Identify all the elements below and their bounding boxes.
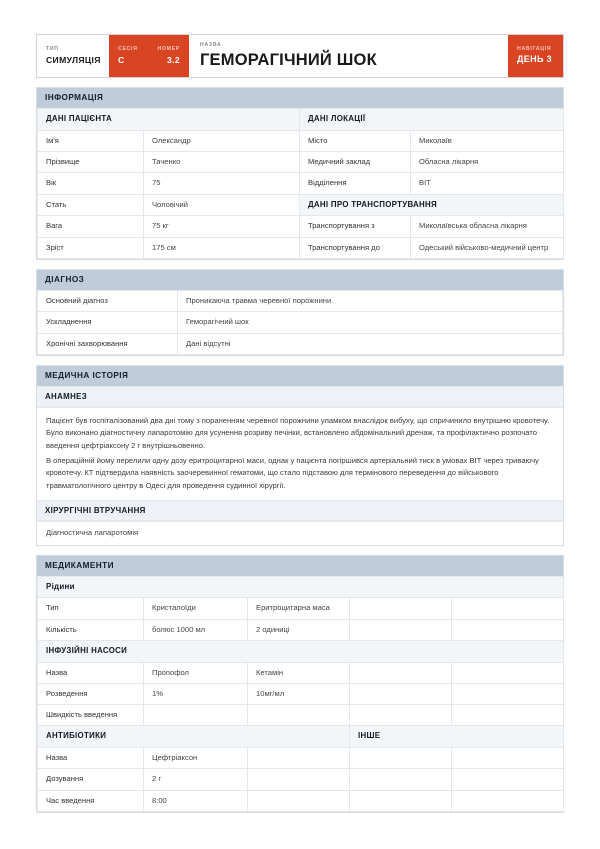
patient-age-value: 75 xyxy=(144,173,300,194)
header-session-value: C xyxy=(118,54,125,65)
complication-value: Геморагічний шок xyxy=(178,312,563,333)
table-row xyxy=(38,312,563,333)
fluids-type-value-2: Еритроцитарна маса xyxy=(248,598,350,619)
section-medications xyxy=(36,555,564,813)
anamnesis-text xyxy=(37,407,563,500)
patient-surname-value: Таченко xyxy=(144,152,300,173)
fluids-type-value-4 xyxy=(452,598,564,619)
antibiotics-heading: АНТИБІОТИКИ xyxy=(38,726,350,748)
surgical-interventions-heading: ХІРУРГІЧНІ ВТРУЧАННЯ xyxy=(37,500,563,521)
section-medications-band: МЕДИКАМЕНТИ xyxy=(37,555,563,576)
pumps-name-value-3 xyxy=(350,662,452,683)
primary-diagnosis-label: Основний діагноз xyxy=(38,291,178,312)
table-row xyxy=(38,216,564,237)
header-number-value: 3.2 xyxy=(167,54,180,65)
pumps-name-value-4 xyxy=(452,662,564,683)
patient-name-label: Ім'я xyxy=(38,130,144,151)
patient-name-value: Олександр xyxy=(144,130,300,151)
table-row xyxy=(38,769,564,790)
infusion-pumps-heading: ІНФУЗІЙНІ НАСОСИ xyxy=(38,640,564,662)
table-row xyxy=(38,152,564,173)
chronic-conditions-label: Хронічні захворювання xyxy=(38,333,178,354)
pumps-rate-value-2 xyxy=(248,705,350,726)
table-row xyxy=(38,748,564,769)
header-session-block xyxy=(109,35,143,77)
pumps-rate-value-4 xyxy=(452,705,564,726)
pumps-rate-value-1 xyxy=(144,705,248,726)
header-navigation-value: ДЕНЬ 3 xyxy=(517,54,552,65)
pumps-rate-value-3 xyxy=(350,705,452,726)
pumps-name-value-1: Пропофол xyxy=(144,662,248,683)
transport-from-value: Миколаївська обласна лікарня xyxy=(411,216,564,237)
pumps-dilution-value-2: 10мг/мл xyxy=(248,683,350,704)
other-dose-value-1 xyxy=(350,769,452,790)
transport-data-heading: ДАНІ ПРО ТРАНСПОРТУВАННЯ xyxy=(300,194,564,216)
antibiotics-dose-extra xyxy=(248,769,350,790)
table-row xyxy=(38,683,564,704)
medications-table xyxy=(37,576,564,812)
pumps-name-value-2: Кетамін xyxy=(248,662,350,683)
location-department-label: Відділення xyxy=(300,173,411,194)
section-medical-history xyxy=(36,365,564,546)
other-dose-value-2 xyxy=(452,769,564,790)
location-data-heading: ДАНІ ЛОКАЦІЇ xyxy=(300,109,564,131)
other-name-value-1 xyxy=(350,748,452,769)
header-navigation-kicker: НАВІГАЦІЯ xyxy=(517,45,552,52)
document-header xyxy=(36,34,564,78)
table-row xyxy=(38,333,563,354)
section-diagnosis xyxy=(36,269,564,356)
table-row xyxy=(38,790,564,811)
antibiotics-name-extra xyxy=(248,748,350,769)
anamnesis-paragraph-2: В операційній йому перелили одну дозу еритроцитарної маси, однак у пацієнта погіршився артеріальний тиск в умовах ВІТ через триваючу кровотечу. КТ підтвердила наявність заочеревинної гематоми, що стало підставою для термінового переведення до військового травматологічного центру в Одесі для проведення судинної хірургії. xyxy=(46,455,539,490)
header-title-block xyxy=(189,35,508,77)
surgical-interventions-value: Діагностична лапаротомія xyxy=(37,521,563,545)
primary-diagnosis-value: Проникаюча травма черевної порожнини xyxy=(178,291,563,312)
header-number-kicker: НОМЕР xyxy=(157,45,180,52)
header-title-kicker: НАЗВА xyxy=(200,41,222,48)
location-facility-value: Обласна лікарня xyxy=(411,152,564,173)
table-row xyxy=(38,109,564,131)
section-diagnosis-band: ДІАГНОЗ xyxy=(37,269,563,290)
header-session-kicker: СЕСІЯ xyxy=(118,45,138,52)
fluids-amount-value-2: 2 одиниці xyxy=(248,619,350,640)
header-type-value: СИМУЛЯЦІЯ xyxy=(46,54,101,65)
fluids-type-value-1: Кристалоїди xyxy=(144,598,248,619)
antibiotics-time-value: 8:00 xyxy=(144,790,248,811)
section-information xyxy=(36,87,564,260)
header-type-block xyxy=(37,35,109,77)
table-row xyxy=(38,173,564,194)
other-time-value-2 xyxy=(452,790,564,811)
anamnesis-paragraph-1: Пацієнт був госпіталізований два дні тому з пораненням черевної порожнини уламком внаслідок вибуху, що спричинило внутрішню кровотечу. Було виконано діагностичну лапаротомію для усунення розриву печінки, встановлено абдомінальний дренаж, та профілактично розпочато введення цефтріаксону 2 г внутрішньовенно. xyxy=(46,416,550,450)
table-row xyxy=(38,662,564,683)
table-row xyxy=(38,237,564,258)
antibiotics-dose-label: Дозування xyxy=(38,769,144,790)
chronic-conditions-value: Дані відсутні xyxy=(178,333,563,354)
pumps-name-label: Назва xyxy=(38,662,144,683)
antibiotics-name-value: Цефтріаксон xyxy=(144,748,248,769)
table-row xyxy=(38,640,564,662)
fluids-type-value-3 xyxy=(350,598,452,619)
table-row xyxy=(38,598,564,619)
antibiotics-dose-value: 2 г xyxy=(144,769,248,790)
complication-label: Ускладнення xyxy=(38,312,178,333)
patient-height-label: Зріст xyxy=(38,237,144,258)
other-heading: ІНШЕ xyxy=(350,726,564,748)
diagnosis-table xyxy=(37,290,563,355)
header-number-block xyxy=(143,35,189,77)
location-city-label: Місто xyxy=(300,130,411,151)
pumps-dilution-value-1: 1% xyxy=(144,683,248,704)
location-facility-label: Медичний заклад xyxy=(300,152,411,173)
fluids-heading: Рідини xyxy=(38,576,564,598)
other-name-value-2 xyxy=(452,748,564,769)
fluids-type-label: Тип xyxy=(38,598,144,619)
section-information-band: ІНФОРМАЦІЯ xyxy=(37,87,563,108)
patient-sex-value: Чоловічий xyxy=(144,194,300,216)
section-medical-history-band: МЕДИЧНА ІСТОРІЯ xyxy=(37,365,563,386)
antibiotics-time-label: Час введення xyxy=(38,790,144,811)
header-navigation-block[interactable] xyxy=(508,35,563,77)
patient-weight-label: Вага xyxy=(38,216,144,237)
antibiotics-name-label: Назва xyxy=(38,748,144,769)
patient-weight-value: 75 кг xyxy=(144,216,300,237)
other-time-value-1 xyxy=(350,790,452,811)
table-row xyxy=(38,726,564,748)
information-table xyxy=(37,108,564,259)
pumps-dilution-value-3 xyxy=(350,683,452,704)
patient-data-heading: ДАНІ ПАЦІЄНТА xyxy=(38,109,300,131)
fluids-amount-label: Кількість xyxy=(38,619,144,640)
location-department-value: ВІТ xyxy=(411,173,564,194)
table-row xyxy=(38,619,564,640)
table-row xyxy=(38,130,564,151)
pumps-dilution-label: Розведення xyxy=(38,683,144,704)
table-row xyxy=(38,291,563,312)
table-row xyxy=(38,705,564,726)
table-row xyxy=(38,576,564,598)
table-row xyxy=(38,194,564,216)
transport-from-label: Транспортування з xyxy=(300,216,411,237)
patient-age-label: Вік xyxy=(38,173,144,194)
page-title: ГЕМОРАГІЧНИЙ ШОК xyxy=(200,51,377,70)
fluids-amount-value-4 xyxy=(452,619,564,640)
header-accent-block xyxy=(109,35,189,77)
pumps-rate-label: Швидкість введення xyxy=(38,705,144,726)
antibiotics-time-extra xyxy=(248,790,350,811)
pumps-dilution-value-4 xyxy=(452,683,564,704)
transport-to-label: Транспортування до xyxy=(300,237,411,258)
patient-sex-label: Стать xyxy=(38,194,144,216)
patient-surname-label: Прізвище xyxy=(38,152,144,173)
anamnesis-heading: АНАМНЕЗ xyxy=(37,386,563,407)
patient-height-value: 175 см xyxy=(144,237,300,258)
location-city-value: Миколаїв xyxy=(411,130,564,151)
header-type-kicker: ТИП xyxy=(46,45,59,52)
fluids-amount-value-1: болюс 1000 мл xyxy=(144,619,248,640)
transport-to-value: Одеський військово-медичний центр xyxy=(411,237,564,258)
fluids-amount-value-3 xyxy=(350,619,452,640)
